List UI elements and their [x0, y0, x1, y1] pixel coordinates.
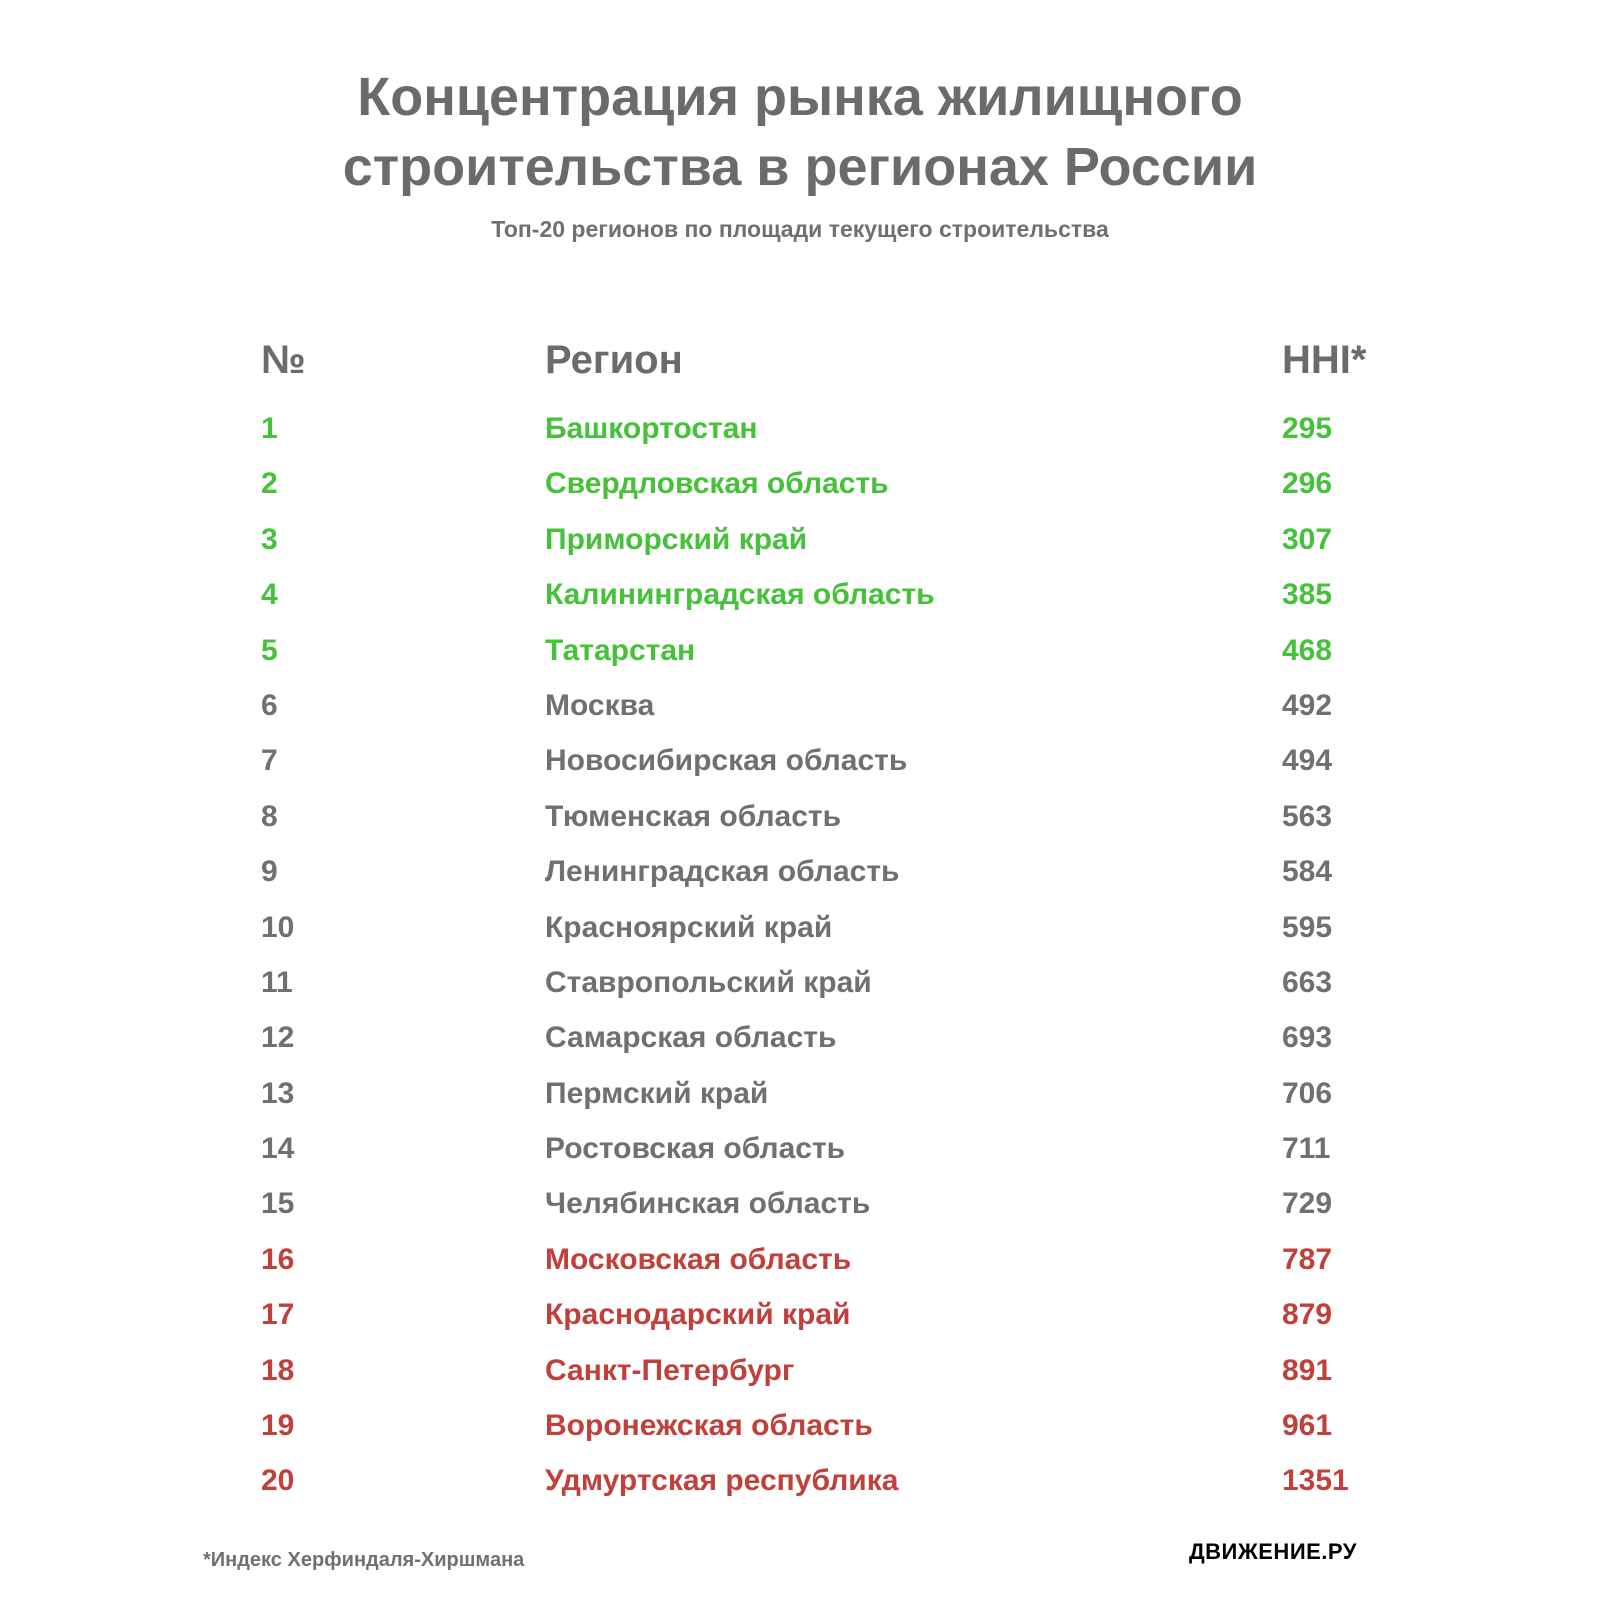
table-row	[0, 464, 1600, 519]
table-row	[0, 1240, 1600, 1295]
table-row	[0, 1074, 1600, 1129]
table-row	[0, 631, 1600, 686]
row-no: 10	[261, 910, 295, 944]
row-region: Свердловская область	[545, 467, 889, 501]
row-hhi: 296	[1282, 467, 1333, 501]
row-region: Санкт-Петербург	[545, 1353, 795, 1387]
row-hhi: 693	[1282, 1021, 1333, 1055]
row-region: Челябинская область	[545, 1187, 871, 1221]
row-hhi: 468	[1282, 633, 1333, 667]
row-no: 18	[261, 1353, 295, 1387]
footnote: *Индекс Херфиндаля-Хиршмана	[203, 1549, 525, 1571]
row-no: 9	[261, 855, 278, 889]
table-row	[0, 1461, 1600, 1516]
row-hhi: 563	[1282, 799, 1333, 833]
row-region: Татарстан	[545, 633, 696, 667]
header-region: Регион	[545, 338, 683, 382]
row-no: 13	[261, 1076, 295, 1110]
row-no: 17	[261, 1298, 295, 1332]
table-row	[0, 1295, 1600, 1350]
row-hhi: 729	[1282, 1187, 1333, 1221]
row-region: Новосибирская область	[545, 744, 908, 778]
table-row	[0, 852, 1600, 907]
row-hhi: 1351	[1282, 1464, 1349, 1498]
row-no: 4	[261, 578, 278, 612]
row-hhi: 385	[1282, 578, 1333, 612]
title-line-2: строительства в регионах России	[342, 137, 1258, 197]
row-region: Красноярский край	[545, 910, 833, 944]
row-region: Башкортостан	[545, 412, 758, 445]
row-region: Краснодарский край	[545, 1298, 851, 1332]
row-no: 15	[261, 1187, 295, 1221]
table-row	[0, 575, 1600, 630]
row-no: 5	[261, 633, 278, 667]
row-hhi: 494	[1282, 744, 1333, 778]
table-row	[0, 1129, 1600, 1184]
row-hhi: 879	[1282, 1298, 1333, 1332]
row-hhi: 595	[1282, 910, 1333, 944]
table-row	[0, 908, 1600, 963]
brand-logo: ДВИЖЕНИЕ.РУ	[1189, 1539, 1357, 1564]
row-region: Удмуртская республика	[545, 1464, 899, 1498]
row-no: 14	[261, 1132, 295, 1166]
row-hhi: 706	[1282, 1076, 1333, 1110]
row-region: Калининградская область	[545, 578, 935, 612]
row-hhi: 787	[1282, 1242, 1333, 1276]
row-region: Воронежская область	[545, 1409, 873, 1443]
table-header	[0, 330, 1600, 390]
table-row	[0, 520, 1600, 575]
row-no: 16	[261, 1242, 295, 1276]
row-region: Самарская область	[545, 1021, 837, 1055]
table-row	[0, 1351, 1600, 1406]
row-no: 3	[261, 522, 278, 556]
row-region: Москва	[545, 688, 655, 722]
row-no: 1	[261, 412, 278, 445]
row-region: Ленинградская область	[545, 855, 900, 889]
row-no: 20	[261, 1464, 295, 1498]
row-no: 8	[261, 799, 278, 833]
table-row	[0, 1184, 1600, 1239]
row-region: Приморский край	[545, 522, 808, 556]
row-hhi: 961	[1282, 1409, 1333, 1443]
table-row	[0, 1406, 1600, 1461]
row-hhi: 492	[1282, 688, 1333, 722]
row-no: 11	[261, 965, 293, 999]
row-no: 7	[261, 744, 278, 778]
row-hhi: 307	[1282, 522, 1333, 556]
title-line-1: Концентрация рынка жилищного	[357, 67, 1243, 127]
table-row	[0, 409, 1600, 464]
row-region: Пермский край	[545, 1076, 769, 1110]
row-hhi: 295	[1282, 412, 1333, 445]
row-region: Московская область	[545, 1242, 852, 1276]
header-hhi: HHI*	[1282, 338, 1367, 382]
row-hhi: 663	[1282, 965, 1333, 999]
page-title	[0, 62, 1600, 202]
row-region: Ставропольский край	[545, 965, 872, 999]
row-region: Тюменская область	[545, 799, 842, 833]
row-no: 6	[261, 688, 278, 722]
row-hhi: 584	[1282, 855, 1333, 889]
row-region: Ростовская область	[545, 1132, 846, 1166]
table-row	[0, 686, 1600, 741]
row-no: 19	[261, 1409, 295, 1443]
table-body	[0, 409, 1600, 1517]
page-subtitle: Топ-20 регионов по площади текущего строительства	[491, 216, 1109, 242]
table-row	[0, 1018, 1600, 1073]
row-no: 12	[261, 1021, 295, 1055]
row-no: 2	[261, 467, 278, 501]
table-row	[0, 797, 1600, 852]
row-hhi: 711	[1282, 1132, 1331, 1166]
table-row	[0, 741, 1600, 796]
header-no: №	[261, 338, 306, 382]
table-row	[0, 963, 1600, 1018]
row-hhi: 891	[1282, 1353, 1333, 1387]
